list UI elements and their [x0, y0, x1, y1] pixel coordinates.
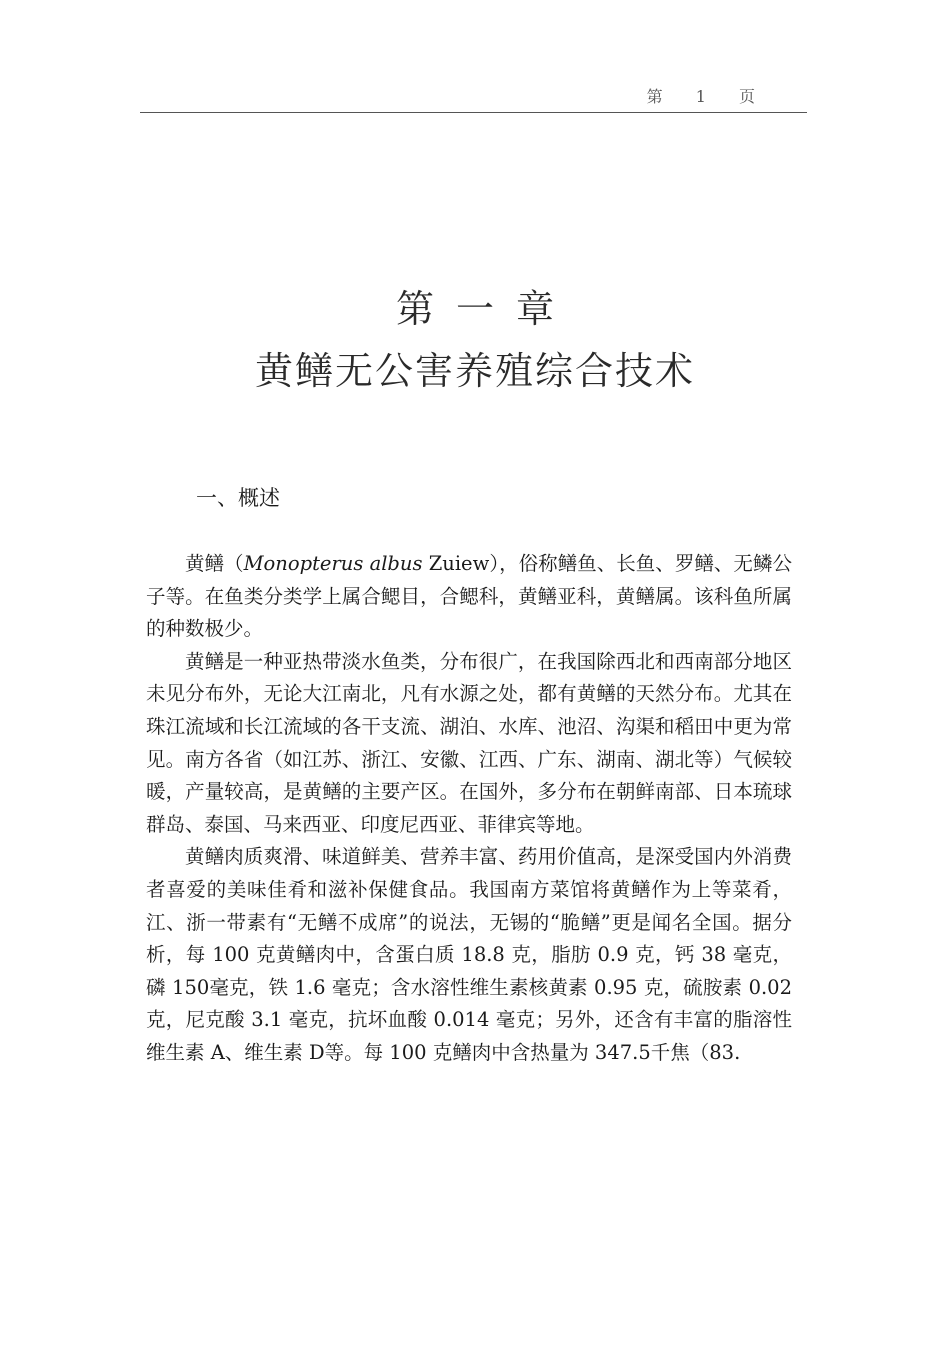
body-text [146, 548, 792, 1070]
paragraph-1-prefix: 黄鳝（ [185, 552, 244, 575]
page-header [140, 84, 807, 113]
paragraph-1-rest: Zuiew），俗称鳝鱼、长鱼、罗鳝、无鳞公子等。在鱼类分类学上属合鳃目，合鳃科，黄鳝亚科，黄鳝属。该科鱼所属的种数极少。 [146, 552, 792, 641]
paragraph-3: 黄鳝肉质爽滑、味道鲜美、营养丰富、药用价值高，是深受国内外消费者喜爱的美味佳肴和滋补保健食品。我国南方菜馆将黄鳝作为上等菜肴，江、浙一带素有“无鳝不成席”的说法，无锡的“脆鳝”更是闻名全国。据分析，每 100 克黄鳝肉中，含蛋白质 18.8 克，脂肪 0.9 克，钙 38 毫克，磷 150毫克，铁 1.6 毫克；含水溶性维生素核黄素 0.95 克，硫胺素 0.02 克，尼克酸 3.1 毫克，抗坏血酸 0.014 毫克；另外，还含有丰富的脂溶性维生素 A、维生素 D等。每 100 克鳝肉中含热量为 347.5千焦（83. [146, 845, 792, 1064]
chapter-title: 黄鳝无公害养殖综合技术 [254, 349, 695, 393]
scientific-name: Monopterus albus [243, 552, 423, 575]
section-heading: 一、概述 [196, 486, 280, 510]
paragraph-2: 黄鳝是一种亚热带淡水鱼类，分布很广，在我国除西北和西南部分地区未见分布外，无论大江南北，凡有水源之处，都有黄鳝的天然分布。尤其在珠江流域和长江流域的各干支流、湖泊、水库、池沼、沟渠和稻田中更为常见。南方各省（如江苏、浙江、安徽、江西、广东、湖南、湖北等）气候较暖，产量较高，是黄鳝的主要产区。在国外，多分布在朝鲜南部、日本琉球群岛、泰国、马来西亚、印度尼西亚、菲律宾等地。 [146, 649, 792, 836]
page-number: 第 1 页 [646, 87, 769, 106]
chapter-label: 第一章 [395, 287, 576, 331]
paragraph-1 [146, 548, 792, 646]
